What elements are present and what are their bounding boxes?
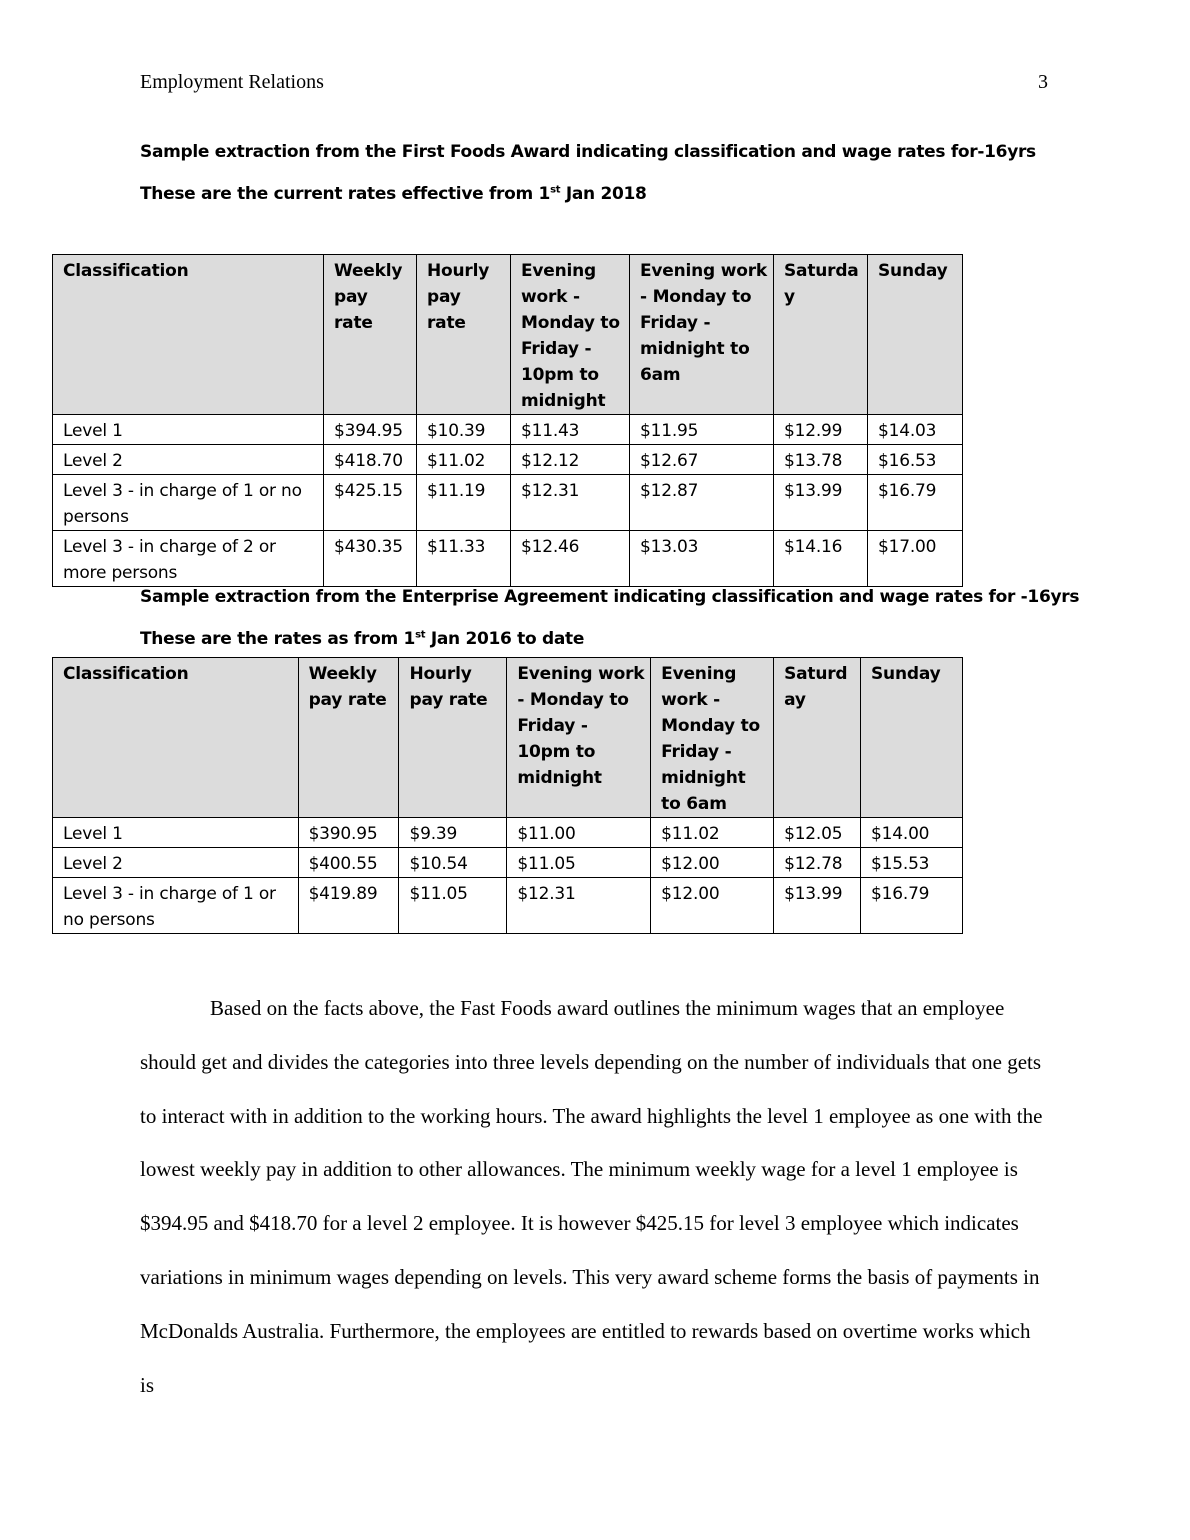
award-wage-table (52, 254, 963, 587)
table-cell: $11.95 (630, 415, 774, 445)
award-date-text: These are the current rates effective from 1 (140, 184, 551, 204)
table-cell: $11.05 (399, 878, 507, 934)
table-cell: $15.53 (861, 848, 963, 878)
column-header: Evening work - Monday to Friday - 10pm to midnight (507, 658, 651, 818)
table-cell: $16.53 (868, 445, 963, 475)
column-header: Evening work - Monday to Friday - 10pm to midnight (511, 255, 630, 415)
table-cell: $419.89 (298, 878, 399, 934)
agreement-date-text-end: Jan 2016 to date (425, 629, 585, 649)
table-cell: $10.39 (417, 415, 511, 445)
page-number: 3 (1038, 71, 1048, 93)
running-header-title: Employment Relations (140, 71, 324, 93)
agreement-date-ordinal: st (415, 629, 426, 641)
table-cell: $400.55 (298, 848, 399, 878)
agreement-wage-table (52, 657, 963, 934)
column-header: Hourly pay rate (417, 255, 511, 415)
award-date-ordinal: st (550, 184, 561, 196)
table-cell: Level 2 (53, 445, 324, 475)
table-cell: $13.99 (774, 878, 861, 934)
table-cell: $12.67 (630, 445, 774, 475)
table-row (53, 878, 963, 934)
agreement-date-text: These are the rates as from 1 (140, 629, 416, 649)
table-cell: $12.31 (507, 878, 651, 934)
table-cell: $394.95 (324, 415, 417, 445)
column-header: Hourly pay rate (399, 658, 507, 818)
column-header: Classification (53, 658, 299, 818)
table-cell: $17.00 (868, 531, 963, 587)
column-header: Sunday (868, 255, 963, 415)
table-cell: $12.31 (511, 475, 630, 531)
table-cell: $14.00 (861, 818, 963, 848)
table-cell: $390.95 (298, 818, 399, 848)
table-row (53, 848, 963, 878)
table-cell: $10.54 (399, 848, 507, 878)
table-cell: $16.79 (868, 475, 963, 531)
table-cell: $12.05 (774, 818, 861, 848)
column-header: Saturday (774, 255, 868, 415)
table-row (53, 445, 963, 475)
column-header: Evening work - Monday to Friday - midnight to 6am (630, 255, 774, 415)
table-cell: $12.12 (511, 445, 630, 475)
table-cell: $12.46 (511, 531, 630, 587)
column-header: Saturday (774, 658, 861, 818)
table-cell: $13.03 (630, 531, 774, 587)
table-cell: $12.00 (651, 878, 774, 934)
table-cell: $13.78 (774, 445, 868, 475)
table-row (53, 531, 963, 587)
column-header: Sunday (861, 658, 963, 818)
table-cell: $425.15 (324, 475, 417, 531)
table-cell: Level 2 (53, 848, 299, 878)
table-row (53, 818, 963, 848)
column-header: Weekly pay rate (324, 255, 417, 415)
body-text (140, 982, 1045, 1412)
table-cell: $14.03 (868, 415, 963, 445)
table-cell: Level 3 - in charge of 2 or more persons (53, 531, 324, 587)
table-cell: $16.79 (861, 878, 963, 934)
table-cell: $11.02 (651, 818, 774, 848)
table-cell: $11.43 (511, 415, 630, 445)
table-cell: $11.05 (507, 848, 651, 878)
table-cell: $430.35 (324, 531, 417, 587)
table-cell: $12.78 (774, 848, 861, 878)
table-header-row (53, 658, 963, 818)
award-date-text-end: Jan 2018 (560, 184, 647, 204)
table-cell: Level 1 (53, 415, 324, 445)
table-cell: Level 3 - in charge of 1 or no persons (53, 878, 299, 934)
table-cell: Level 1 (53, 818, 299, 848)
table-cell: $13.99 (774, 475, 868, 531)
column-header: Evening work - Monday to Friday - midnight to 6am (651, 658, 774, 818)
table-row (53, 475, 963, 531)
body-paragraph: Based on the facts above, the Fast Foods award outlines the minimum wages that an employee should get and divides the categories into three levels depending on the number of individuals that one gets to interact with in addition to the working hours. The award highlights the level 1 employee as one with the lowest weekly pay in addition to other allowances. The minimum weekly wage for a level 1 employee is $394.95 and $418.70 for a level 2 employee. It is however $425.15 for level 3 employee which indicates variations in minimum wages depending on levels. This very award scheme forms the basis of payments in McDonalds Australia. Furthermore, the employees are entitled to rewards based on overtime works which is (140, 996, 1043, 1397)
table-cell: $14.16 (774, 531, 868, 587)
table-cell: $11.00 (507, 818, 651, 848)
table-cell: $11.19 (417, 475, 511, 531)
award-table-caption: Sample extraction from the First Foods Award indicating classification and wage rates for-16yrs (140, 142, 1036, 162)
agreement-table-caption: Sample extraction from the Enterprise Agreement indicating classification and wage rates for -16yrs (140, 587, 1080, 607)
table-cell: $418.70 (324, 445, 417, 475)
column-header: Weekly pay rate (298, 658, 399, 818)
table-cell: $12.87 (630, 475, 774, 531)
table-row (53, 415, 963, 445)
award-effective-date (140, 184, 647, 204)
table-cell: $9.39 (399, 818, 507, 848)
table-cell: $12.00 (651, 848, 774, 878)
agreement-effective-date (140, 629, 584, 649)
table-cell: $11.33 (417, 531, 511, 587)
table-cell: $12.99 (774, 415, 868, 445)
table-header-row (53, 255, 963, 415)
table-cell: $11.02 (417, 445, 511, 475)
column-header: Classification (53, 255, 324, 415)
table-cell: Level 3 - in charge of 1 or no persons (53, 475, 324, 531)
